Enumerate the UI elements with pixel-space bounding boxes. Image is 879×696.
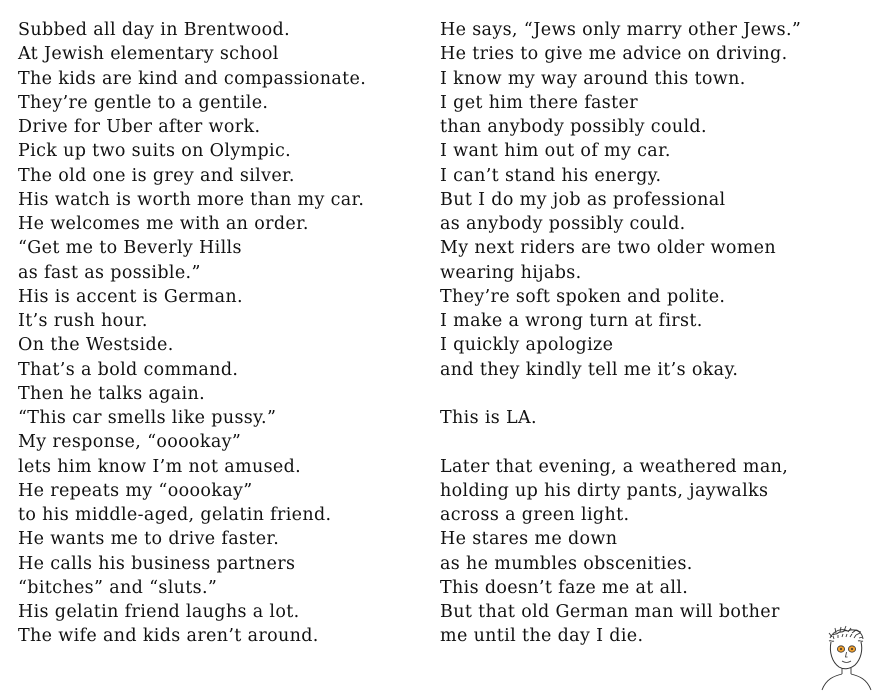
poem-right-column bbox=[440, 18, 801, 649]
poem-line: The kids are kind and compassionate. bbox=[18, 68, 367, 89]
poem-line: I make a wrong turn at first. bbox=[440, 311, 703, 331]
poem-line: This doesn’t faze me at all. bbox=[440, 577, 689, 598]
poem-line: across a green light. bbox=[440, 505, 630, 525]
poem-line: I want him out of my car. bbox=[440, 141, 671, 162]
poem-line: At Jewish elementary school bbox=[18, 44, 279, 65]
poem-line: as fast as possible.” bbox=[18, 262, 201, 283]
poem-line: He repeats my “ooookay” bbox=[18, 480, 253, 501]
poem-line: as he mumbles obscenities. bbox=[440, 553, 693, 574]
poem-line: “This car smells like pussy.” bbox=[18, 408, 277, 428]
poem-line: me until the day I die. bbox=[440, 626, 644, 647]
poem-left-column bbox=[18, 18, 366, 649]
poem-line: “Get me to Beverly Hills bbox=[18, 238, 242, 259]
poem-line: Later that evening, a weathered man, bbox=[440, 456, 789, 477]
poem-line: Drive for Uber after work. bbox=[18, 117, 261, 137]
poem-line: and they kindly tell me it’s okay. bbox=[440, 359, 739, 380]
poem-line: “bitches” and “sluts.” bbox=[18, 577, 218, 598]
poem-line: Then he talks again. bbox=[18, 383, 206, 404]
poem-line: He says, “Jews only marry other Jews.” bbox=[440, 20, 802, 40]
poem-line: I get him there faster bbox=[440, 92, 638, 113]
poem-line: But I do my job as professional bbox=[440, 189, 726, 210]
poem-line: lets him know I’m not amused. bbox=[18, 456, 302, 477]
poem-line: On the Westside. bbox=[18, 335, 174, 356]
poem-line: as anybody possibly could. bbox=[440, 214, 686, 234]
poem-line: than anybody possibly could. bbox=[440, 117, 707, 137]
poem-line: He stares me down bbox=[440, 529, 618, 550]
poem-line: But that old German man will bother bbox=[440, 602, 780, 622]
poem-line: His is accent is German. bbox=[18, 286, 243, 307]
poem-line: My response, “ooookay” bbox=[18, 432, 242, 453]
poem-line: Subbed all day in Brentwood. bbox=[18, 20, 290, 40]
poem-line: It’s rush hour. bbox=[18, 311, 148, 331]
poem-line: He calls his business partners bbox=[18, 553, 296, 574]
poem-line: I know my way around this town. bbox=[440, 68, 746, 89]
poem-line: That’s a bold command. bbox=[18, 359, 239, 380]
poem-line: Pick up two suits on Olympic. bbox=[18, 141, 292, 162]
poem-line: wearing hijabs. bbox=[440, 262, 582, 283]
poem-line: His watch is worth more than my car. bbox=[18, 189, 365, 210]
poem-line: They’re gentle to a gentile. bbox=[18, 92, 269, 113]
poem-line: holding up his dirty pants, jaywalks bbox=[440, 480, 769, 501]
poem-line: He wants me to drive faster. bbox=[18, 529, 280, 550]
poem-line: The wife and kids aren’t around. bbox=[18, 626, 319, 647]
poem-line: The old one is grey and silver. bbox=[18, 165, 295, 186]
face-doodle-icon bbox=[812, 622, 874, 692]
poem-line: My next riders are two older women bbox=[440, 238, 776, 259]
stanza-break bbox=[440, 430, 801, 454]
poem-line: I quickly apologize bbox=[440, 335, 614, 356]
poem-line: They’re soft spoken and polite. bbox=[440, 286, 726, 307]
poem-line: This is LA. bbox=[440, 408, 537, 428]
poem-line: His gelatin friend laughs a lot. bbox=[18, 602, 300, 622]
poem-line: to his middle-aged, gelatin friend. bbox=[18, 505, 332, 525]
stanza-break bbox=[440, 382, 801, 406]
poem-line: He tries to give me advice on driving. bbox=[440, 44, 788, 65]
poem-line: I can’t stand his energy. bbox=[440, 165, 662, 186]
poem-line: He welcomes me with an order. bbox=[18, 214, 309, 234]
